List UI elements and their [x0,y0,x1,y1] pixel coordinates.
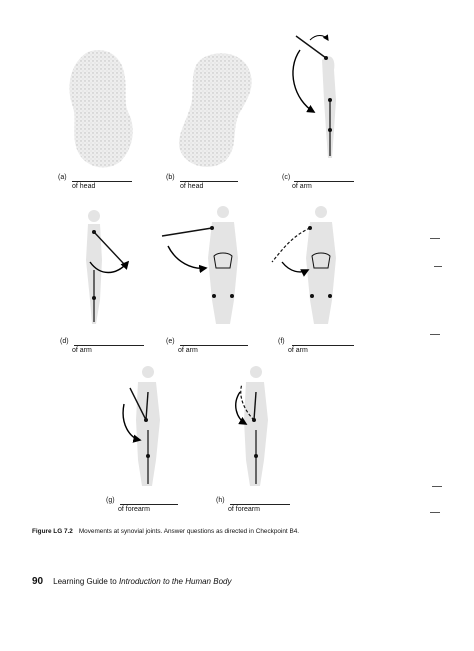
figure-d-arm [86,210,128,324]
page-number: 90 [32,576,44,587]
footer-prefix: Learning Guide to [53,577,119,586]
figure-a-head [69,50,132,167]
figure-caption [32,528,299,535]
figure-c-arm [293,36,336,159]
edge-mark [430,512,440,513]
figure-g-forearm [123,366,160,486]
figure-e-arm [162,206,238,324]
page-footer [32,576,231,587]
figure-caption-label: Figure LG 7.2 [32,528,73,535]
edge-mark [430,334,440,335]
figure-caption-text: Movements at synovial joints. Answer questions as directed in Checkpoint B4. [78,528,300,535]
book-title: Introduction to the Human Body [118,577,232,586]
figure-h-forearm [236,366,268,486]
edge-mark [434,266,442,267]
edge-mark [432,486,442,487]
workbook-page: (a) of head (b) of head (c) of arm (d) of arm (e) of arm (f) of arm (g) of forearm (h) of forearm Figure LG 7.2 Movements at synovial joints. Answer questions as directed in Checkpoint B4. 90 Learning Guide to Introduction to the Human Body [0,0,474,651]
figure-f-arm [272,206,336,324]
figure-b-head [179,53,252,167]
edge-mark [430,238,440,239]
